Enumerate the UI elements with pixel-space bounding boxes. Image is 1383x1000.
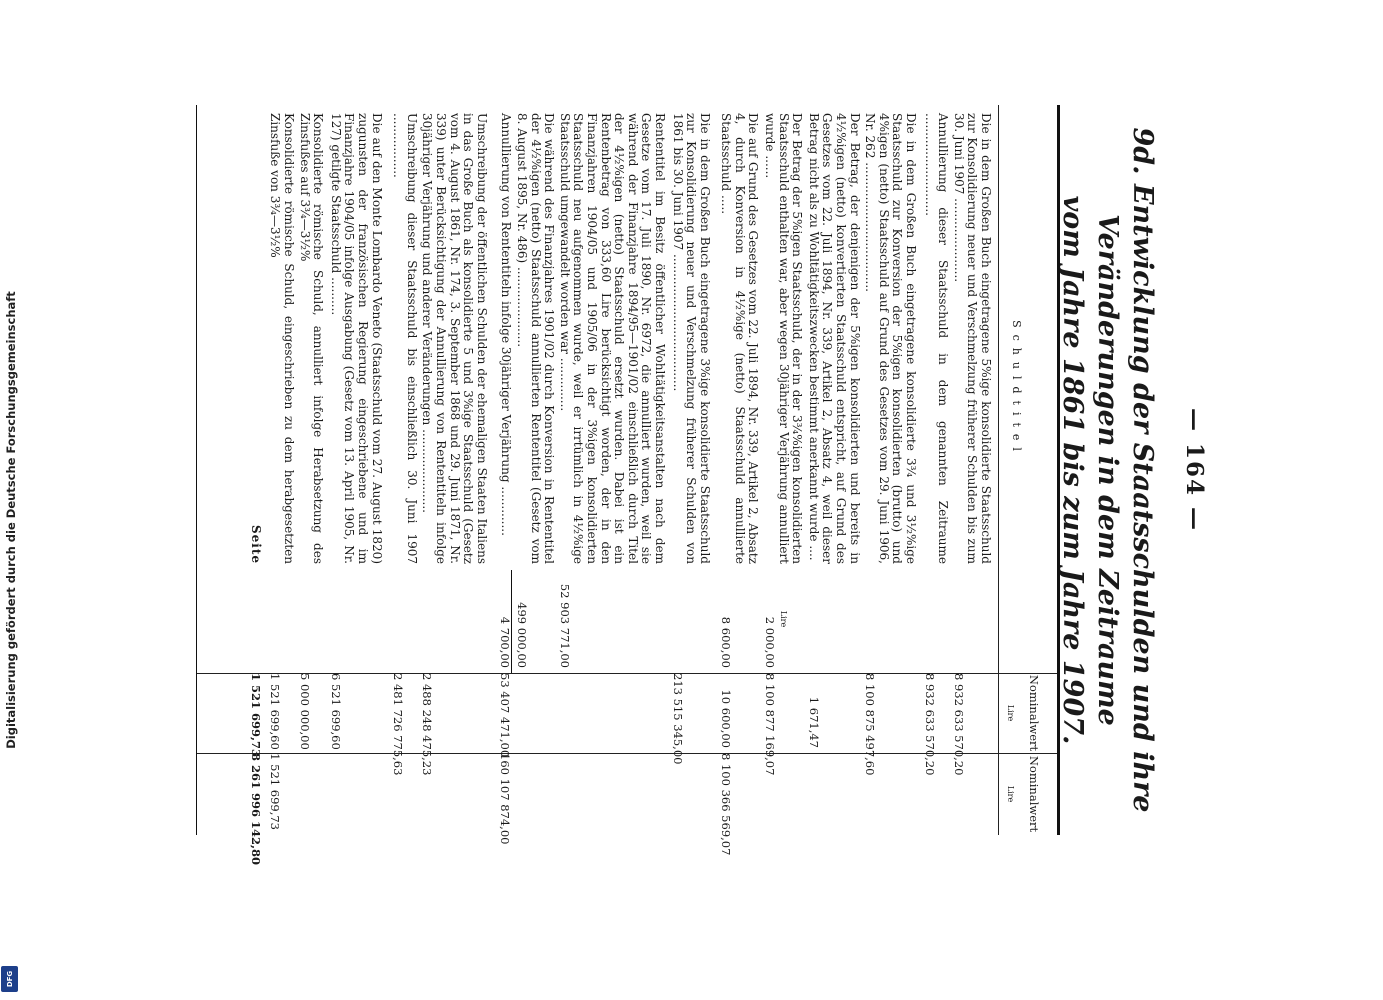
table-row [498, 105, 514, 845]
table-row [391, 105, 418, 835]
table-row [806, 105, 860, 835]
table-row [951, 105, 992, 835]
row-title: Annullierung von Rententiteln infolge 30jähriger Verjährung ............. [499, 113, 514, 536]
table-row [670, 105, 711, 835]
value-sub [719, 570, 733, 673]
value-nominalwert-1: 53 407 471,00 [498, 673, 513, 758]
page-number: — 164 — [1181, 407, 1208, 533]
value-nominalwert-1: 8 932 633 570,20 [922, 673, 937, 776]
table-row [297, 105, 324, 835]
debt-table [196, 105, 1060, 866]
value-nominalwert-1: 213 515 345,00 [670, 673, 685, 765]
value-sub-text: 499 000,00 [515, 602, 529, 668]
seite-label: Seite [248, 524, 263, 564]
value-nominalwert-1: 5 000 000,00 [297, 673, 312, 750]
seite-value-1: 1 521 699,73 [248, 673, 263, 758]
table-row [863, 105, 917, 835]
table-row [268, 105, 295, 835]
value-nominalwert-2: 160 107 874,00 [498, 753, 513, 845]
row-title: Konsolidierte römische Schuld, eingeschrieben zu dem herabgesetzten Zinsfuße von 3¾—3½% [268, 113, 297, 564]
table-body [248, 105, 995, 866]
dfg-logo-icon: DFG [1, 966, 18, 992]
page-title [1055, 120, 1160, 820]
value-nominalwert-1: 8 100 875 497,60 [863, 673, 878, 776]
table-row [420, 105, 488, 835]
title-line-1: 9d. Entwicklung der Staatsschulden und ihre Veränderungen in dem Zeitraume [1092, 127, 1158, 813]
row-title: Umschreibung dieser Staatsschuld bis einschließlich 30. Juni 1907 ................. [391, 113, 419, 564]
table-row [763, 105, 804, 835]
value-nominalwert-1: 1 521 699,60 [268, 673, 283, 750]
value-nominalwert-1: 6 521 699,60 [328, 673, 343, 750]
header-nominalwert-1: Nominalwert Lire [1006, 674, 1041, 752]
table-row [557, 105, 666, 835]
funding-caption: Digitalisierung gefördert durch die Deutsche Forschungsgemeinschaft [4, 291, 18, 749]
row-title: Die auf den Monte Lombardo Veneto (Staatsschuld vom 27. August 1820) zugunsten der französischen Regierung eingeschriebene und im Finanzjahre 1904/05 infolge Ausgabung (Gesetz vom 13. April 1905, Nr. 127) getilgte Staatsschuld .......... [328, 113, 384, 564]
header-unit: Lire [1006, 704, 1015, 722]
value-sub [514, 570, 528, 673]
value-nominalwert-1: 10 600,00 [719, 689, 734, 748]
value-sub [498, 570, 513, 673]
header-unit: Lire [1006, 785, 1015, 803]
row-title: Die auf Grund des Gesetzes vom 22. Juli 1894, Nr. 339, Artikel 2, Absatz 4, durch Konversion in 4½%ige (netto) Staatsschuld annullierte Staatsschuld ..... [719, 113, 761, 564]
value-sub [557, 570, 571, 673]
value-nominalwert-1: 8 100 877 169,07 [763, 673, 778, 776]
value-sub-text: 2 000,00 [763, 616, 778, 668]
header-nominalwert-2: Nominalwert Lire [1006, 753, 1041, 835]
value-sub-text: 4 700,00 [498, 616, 513, 668]
value-nominalwert-2: 1 521 699,73 [268, 753, 283, 830]
value-nominalwert-2: 8 100 366 569,07 [719, 753, 734, 856]
row-title: Konsolidierte römische Schuld, annulliert infolge Herabsetzung des Zinsfußes auf 3¾—3½% [297, 113, 326, 564]
value-sub-text: 52 903 771,00 [557, 583, 572, 668]
row-title: Annullierung dieser Staatsschuld in dem genannten Zeitraume ........................... [922, 113, 951, 564]
value-sub-text: 8 600,00 [719, 616, 734, 668]
value-nominalwert-1: 2 481 726 775,63 [391, 673, 406, 776]
row-title: Die während des Finanzjahres 1901/02 durch Konversion in Rententitel der 4½%igen (netto) Staatsschuld annullierten Rententitel (Gesetz vom 8. August 1895, Nr. 486) ..................... [515, 113, 557, 564]
value-nominalwert-1: 2 488 248 475,23 [420, 673, 435, 776]
table-row [514, 105, 555, 835]
title-line-2: vom Jahre 1861 bis zum Jahre 1907. [1057, 195, 1088, 745]
row-title: Umschreibung der öffentlichen Schulden der ehemaligen Staaten Italiens in das Große Buch als konsolidierte 5 und 3%ige Staatsschuld (Gesetz vom 4. August 1861, Nr. 174, 3. September 1868 und 29. Juni 1871, Nr. 339) unter Berücksichtigung der Annullierung von Rententiteln infolge 30jähriger Verjährung und anderer Veränderungen ...................... [420, 113, 489, 564]
side-caption [0, 0, 22, 1000]
row-title: Die in dem Großen Buch eingetragene 5%ige konsolidierte Staatsschuld zur Konsolidierung neuer und Verschmelzung früherer Schulden bis zum 30. Juni 1907 ...................... [951, 113, 993, 564]
value-nominalwert-1: 1 671,47 [806, 696, 821, 748]
rotated-page [180, 80, 1220, 866]
table-row [719, 105, 761, 856]
table-row [922, 105, 949, 835]
row-title: Die in dem Großen Buch eingetragene konsolidierte 3¾ und 3½%ige Staatsschuld zur Konversion der 5%igen konsolidierten (brutto) und 4%igen (netto) Staatsschuld auf Grund des Gesetzes vom 29. Juni 1906, Nr. 262 .................................. [863, 113, 919, 564]
header-rule [998, 105, 999, 835]
row-title: Die in dem Großen Buch eingetragene 3%ige konsolidierte Staatsschuld zur Konsolidierung neuer und Verschmelzung früherer Schulden von 1861 bis 30. Juni 1907 .................................... [670, 113, 712, 564]
value-sub [763, 570, 790, 673]
seite-total-row [248, 105, 263, 866]
row-title: Der Betrag der 5%igen Staatsschuld, der in der 3¾%igen konsolidierten Staatsschuld enthalten war, aber wegen 30jähriger Verjährung annulliert wurde ...... [763, 113, 805, 564]
value-nominalwert-1: 8 932 633 570,20 [951, 673, 966, 776]
row-title: Rententitel im Besitz öffentlicher Wohltätigkeitsanstalten nach dem Gesetze vom 17. Juli 1890, Nr. 6972, die annulliert wurden, weil sie während der Finanzjahre 1894/95—1901/02 einschließlich durch Titel der 4½%igen (netto) Staatsschuld ersetzt wurden. Dabei ist ein Rentenbetrag von 333,60 Lire berücksichtigt worden, der in den Finanzjahren 1904/05 und 1905/06 in der 3%igen konsolidierten Staatsschuld neu aufgenommen wurde, weil er irrtümlich in 4½%ige Staatsschuld umgewandelt worden war .............. [557, 113, 667, 564]
row-title: Der Betrag, der denjenigen der 5%igen konsolidierten und bereits in 4½%igen (netto) konvertierten Staatsschuld entspricht, auf Grund des Gesetzes vom 22. Juli 1894, Nr. 339, Artikel 2, Absatz 4, weil dieser Betrag nicht als zu Wohltätigkeitszwecken bestimmt anerkannt wurde .... [806, 113, 862, 564]
table-row [328, 105, 382, 835]
header-schuldtitel: Schuldtitel [1010, 320, 1023, 458]
seite-value-2: 8 261 996 142,80 [248, 753, 263, 866]
unit-label: Lire [778, 610, 788, 628]
